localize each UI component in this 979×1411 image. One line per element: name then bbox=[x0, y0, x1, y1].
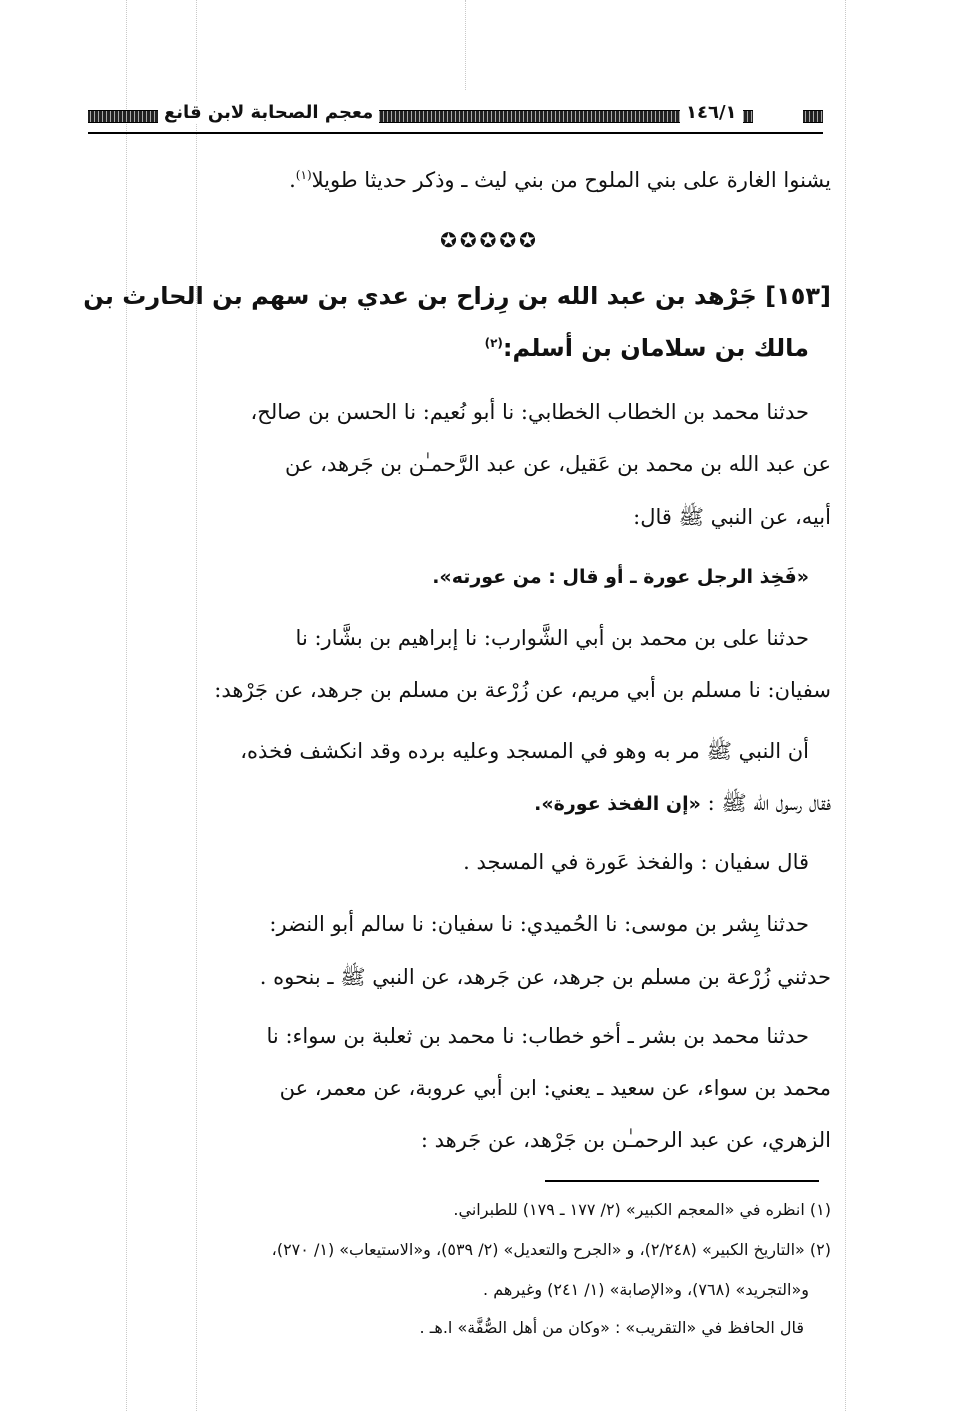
text-line: حدثنا محمد بن الخطاب الخطابي: نا أبو نُعيم: نا الحسن بن صالح، bbox=[250, 400, 809, 424]
text-line: يشنوا الغارة على بني الملوح من بني ليث ـ وذكر حديثا طويلا$^{(١)}$. bbox=[289, 168, 831, 192]
text-span: يشنوا الغارة على بني الملوح من بني ليث ـ وذكر حديثا طويلا bbox=[311, 168, 831, 192]
text-line bbox=[92, 790, 831, 821]
text-span: مالك بن سلامان بن أسلم bbox=[512, 334, 809, 362]
entry-heading: [١٥٣] جَرْهد بن عبد الله بن رِزاح بن عدي بن سهم بن الحارث بن bbox=[83, 282, 831, 310]
hadith-text: «فَخِذ الرجل عورة ـ أو قال : من عورته». bbox=[432, 566, 809, 588]
footnote-rule bbox=[545, 1180, 819, 1182]
text-line: عن عبد الله بن محمد بن عَقيل، عن عبد الرَّحمـٰن بن جَرهد، عن bbox=[284, 452, 831, 476]
header-ornament-bar bbox=[803, 110, 823, 123]
hadith-text: «إن الفخذ عورة». bbox=[534, 793, 701, 815]
scan-guide-line bbox=[845, 0, 846, 1411]
footnote: قال الحافظ في «التقريب» : «وكان من أهل الصُّفَّة» ا.هـ . bbox=[419, 1318, 804, 1337]
text-line: حدثنا بِشر بن موسى: نا الحُميدي: نا سفيان: نا سالم أبو النضر: bbox=[269, 912, 809, 936]
book-title: معجم الصحابة لابن قانع bbox=[158, 102, 379, 123]
text-line: محمد بن سواء، عن سعيد ـ يعني: ابن أبي عروبة، عن معمر، عن bbox=[279, 1076, 831, 1100]
footnote: (١) انظره في «المعجم الكبير» (٢/ ١٧٧ ـ ١٧٩) للطبراني. bbox=[453, 1200, 831, 1219]
text-line: قال سفيان : والفخذ عَورة في المسجد . bbox=[463, 850, 809, 874]
page-number: ١٤٦/١ bbox=[680, 102, 743, 123]
text-span: فقال رسول الله ﷺ : bbox=[707, 791, 831, 815]
scan-guide-line bbox=[465, 0, 466, 90]
section-separator: ✪✪✪✪✪ bbox=[440, 228, 539, 252]
footnote-ref: (٢) bbox=[484, 336, 503, 350]
text-line: حدثنا على بن محمد بن أبي الشَّوارب: نا إبراهيم بن بشَّار: نا bbox=[295, 626, 809, 650]
text-line: حدثني زُرْعة بن مسلم بن جرهد، عن جَرهد، عن النبي ﷺ ـ بنحوه . bbox=[259, 965, 831, 989]
text-line: أبيه، عن النبي ﷺ قال: bbox=[633, 505, 831, 529]
footnote: و«التجريد» (٧٦٨)، و«الإصابة» (١/ ٢٤١) وغيرهم . bbox=[483, 1280, 809, 1299]
text-line: أن النبي ﷺ مر به وهو في المسجد وعليه برده وقد انكشف فخذه، bbox=[240, 739, 809, 763]
footnote-ref: (١) bbox=[295, 168, 312, 182]
running-header bbox=[88, 96, 823, 136]
text-line: الزهري، عن عبد الرحمـٰن بن جَرْهد، عن جَرهد : bbox=[420, 1128, 831, 1152]
text-line: حدثنا محمد بن بشر ـ أخو خطاب: نا محمد بن ثعلبة بن سواء: نا bbox=[266, 1024, 809, 1048]
footnote: (٢) «التاريخ الكبير» (٢/٢٤٨)، و «الجرح والتعديل» (٢/ ٥٣٩)، و«الاستيعاب» (١/ ٢٧٠)، bbox=[271, 1240, 831, 1259]
text-line: سفيان: نا مسلم بن أبي مريم، عن زُرْعة بن مسلم بن جرهد، عن جَرْهد: bbox=[214, 678, 831, 702]
header-ornament-bar bbox=[88, 110, 158, 123]
entry-heading-line2: مالك بن سلامان بن أسلم:$^{(٢)}$ bbox=[484, 334, 809, 362]
header-rule bbox=[88, 132, 823, 134]
